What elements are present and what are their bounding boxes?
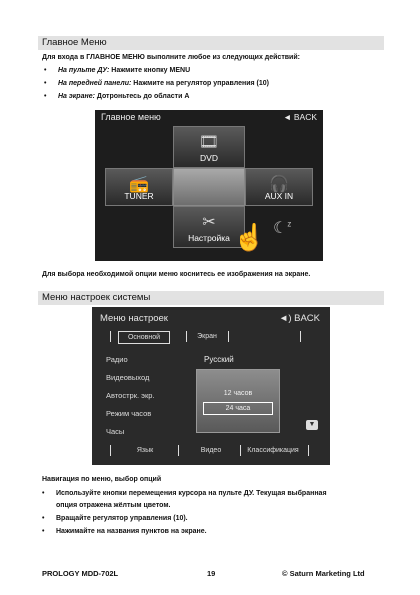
hand-pointer-icon: ☝ (233, 222, 266, 252)
main-menu-screenshot (95, 110, 323, 261)
tab-classification[interactable]: Классификация (247, 447, 299, 454)
bullet-lead: На пульте ДУ: (58, 67, 110, 74)
center-area-a[interactable] (173, 168, 245, 206)
tuner-tile[interactable] (105, 168, 173, 206)
tab-separator (186, 331, 187, 342)
footer-copyright: © Saturn Marketing Ltd (282, 569, 365, 578)
bullet-screen (44, 93, 189, 100)
radio-icon: 📻 (129, 176, 149, 193)
dvd-label: DVD (200, 153, 218, 163)
options-popup (196, 369, 280, 433)
current-value: Русский (204, 355, 234, 364)
back-button[interactable]: ◄ BACK (283, 112, 317, 122)
nav-bullet-3 (42, 528, 207, 535)
bullet-panel (44, 80, 269, 87)
nav-bullet-2 (42, 515, 188, 522)
nav-bullet-1-cont: опция отражена жёлтым цветом. (56, 502, 171, 509)
menu-item-video-out[interactable]: Видеовыход (106, 373, 150, 382)
footer-model: PROLOGY MDD-702L (42, 569, 119, 578)
bullet-dot: • (42, 490, 45, 497)
bullet-rest: Нажмите на регулятор управления (10) (131, 80, 270, 87)
nav-text: Вращайте регулятор управления (10). (56, 515, 188, 522)
tab-main[interactable]: Основной (118, 331, 170, 344)
bullet-dot: • (44, 80, 47, 87)
option-12h[interactable]: 12 часов (223, 390, 253, 397)
bullet-rest: Дотроньтесь до области А (94, 93, 190, 100)
option-24h[interactable]: 24 часа (203, 402, 273, 415)
bullet-dot: • (44, 67, 47, 74)
tab-separator (300, 331, 301, 342)
aux-label: AUX IN (264, 191, 294, 201)
tab-separator (228, 331, 229, 342)
caption-select: Для выбора необходимой опции меню коснитесь ее изображения на экране. (42, 271, 311, 278)
bullet-lead: На экране: (58, 93, 95, 100)
bullet-dot: • (42, 528, 45, 535)
aux-tile[interactable] (245, 168, 313, 206)
top-tabs (100, 331, 322, 343)
bullet-remote (44, 67, 190, 74)
settings-label: Настройка (188, 233, 230, 243)
bottom-tabs (100, 445, 322, 457)
section-header-main-menu: Главное Меню (38, 36, 384, 50)
nav-text: Нажимайте на названия пунктов на экране. (56, 528, 207, 535)
bullet-dot: • (42, 515, 45, 522)
menu-item-auto-screen[interactable]: Автострк. экр. (106, 391, 155, 400)
tab-separator (240, 445, 241, 456)
tab-screen[interactable]: Экран (197, 333, 217, 340)
back-button[interactable]: ◄) BACK (278, 313, 320, 324)
tab-separator (110, 331, 111, 342)
tab-separator (308, 445, 309, 456)
tab-video[interactable]: Видео (200, 447, 222, 454)
bullet-dot: • (44, 93, 47, 100)
bullet-rest: Нажмите кнопку MENU (109, 67, 191, 74)
page-number: 19 (207, 569, 216, 578)
nav-title: Навигация по меню, выбор опций (42, 476, 162, 483)
menu-item-radio[interactable]: Радио (106, 355, 128, 364)
menu-item-clock-mode[interactable]: Режим часов (106, 409, 152, 418)
screen-title: Меню настроек (100, 313, 168, 324)
intro-text: Для входа в ГЛАВНОЕ МЕНЮ выполните любое из следующих действий: (42, 54, 300, 61)
tools-icon: ✂ (202, 214, 216, 231)
menu-item-clock[interactable]: Часы (106, 427, 125, 436)
screen-title: Главное меню (101, 112, 161, 122)
nav-text: Используйте кнопки перемещения курсора на пульте ДУ. Текущая выбранная (56, 490, 327, 497)
nav-bullet-1 (42, 490, 327, 497)
scroll-down-button[interactable]: ▼ (306, 420, 318, 430)
bullet-lead: На передней панели: (58, 80, 132, 87)
tab-language[interactable]: Язык (136, 447, 154, 454)
dvd-tile[interactable] (173, 126, 245, 168)
section-header-settings: Меню настроек системы (38, 291, 384, 305)
film-icon: 🎞 (198, 134, 220, 151)
tab-separator (178, 445, 179, 456)
sleep-moon-icon[interactable]: ☾$^z$ (273, 219, 292, 237)
settings-menu-screenshot (92, 307, 330, 465)
tab-separator (110, 445, 111, 456)
tuner-label: TUNER (124, 191, 154, 201)
music-player-icon: 🎧 (269, 176, 289, 193)
